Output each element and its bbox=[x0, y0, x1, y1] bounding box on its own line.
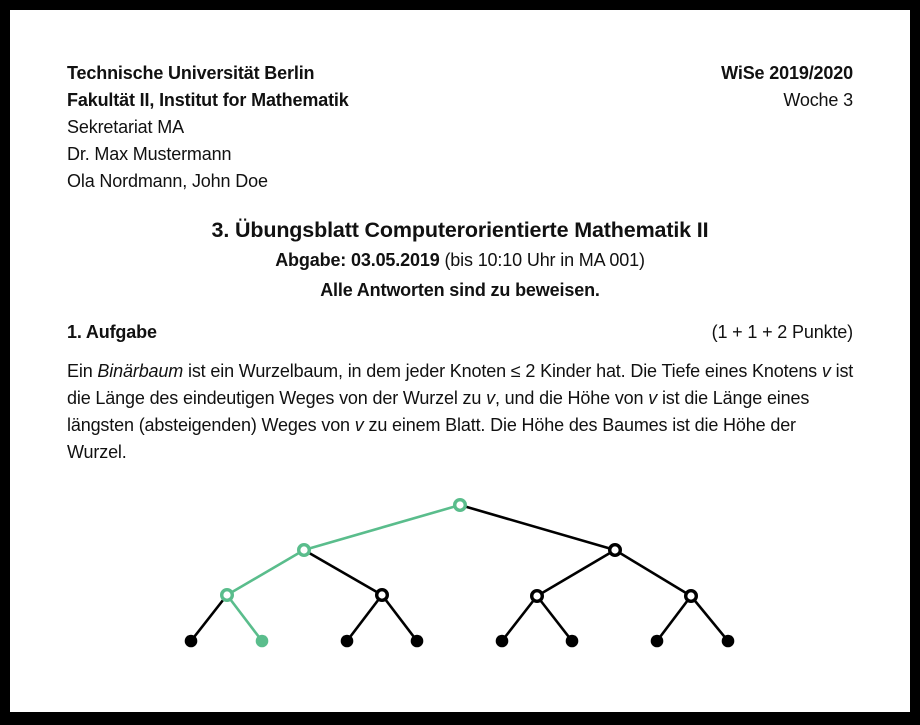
tree-edge-n1-n4 bbox=[304, 550, 382, 595]
tree-edge-n5-l5 bbox=[502, 596, 537, 641]
sheet-title: 3. Übungsblatt Computerorientierte Mathematik II bbox=[211, 218, 709, 242]
tree-edge-n2-n6 bbox=[615, 550, 691, 596]
exercise-points: (1 + 1 + 2 Punkte) bbox=[711, 322, 853, 342]
tree-node-l2 bbox=[256, 635, 269, 648]
page-content bbox=[10, 10, 910, 466]
semester-line: WiSe 2019/2020 bbox=[721, 63, 853, 83]
tree-edge-n5-l6 bbox=[537, 596, 572, 641]
exercise-paragraph bbox=[67, 358, 857, 466]
deadline-line bbox=[67, 245, 853, 275]
title-block bbox=[67, 215, 853, 305]
tree-edge-n6-l7 bbox=[657, 596, 691, 641]
page-header bbox=[67, 60, 853, 195]
tree-edge-n2-n5 bbox=[537, 550, 615, 596]
tree-node-root bbox=[455, 500, 466, 511]
tree-node-n6 bbox=[686, 591, 697, 602]
deadline-date: Abgabe: 03.05.2019 bbox=[275, 250, 440, 270]
header-right-block bbox=[721, 60, 853, 195]
tree-node-l1 bbox=[185, 635, 198, 648]
paragraph-run: Ein bbox=[67, 361, 98, 381]
proof-note: Alle Antworten sind zu beweisen. bbox=[320, 280, 600, 300]
tree-node-n1 bbox=[299, 545, 310, 556]
paragraph-run: zu einem Blatt. Die Höhe des Baumes ist die Höhe der Wurzel. bbox=[67, 415, 796, 462]
paragraph-run: v bbox=[821, 361, 831, 381]
paragraph-run: ist ein Wurzelbaum, in dem jeder Knoten ≤ 2 Kinder hat. Die Tiefe eines Knotens bbox=[183, 361, 822, 381]
week-line: Woche 3 bbox=[783, 90, 853, 110]
exercise-heading-row bbox=[67, 319, 853, 346]
document-page bbox=[10, 10, 910, 712]
paragraph-run: v bbox=[354, 415, 364, 435]
assistants-line: Ola Nordmann, John Doe bbox=[67, 171, 268, 191]
paragraph-run: , und die Höhe von bbox=[494, 388, 649, 408]
binary-tree-figure bbox=[10, 478, 910, 668]
tree-node-n2 bbox=[610, 545, 621, 556]
paragraph-run: v bbox=[486, 388, 495, 408]
tree-node-l3 bbox=[341, 635, 354, 648]
exercise-label: 1. Aufgabe bbox=[67, 322, 157, 342]
paragraph-run: Binärbaum bbox=[97, 361, 184, 381]
tree-edge-n3-l2 bbox=[227, 595, 262, 641]
header-left-block bbox=[67, 60, 349, 195]
tree-node-l8 bbox=[722, 635, 735, 648]
tree-edge-n3-l1 bbox=[191, 595, 227, 641]
faculty-name: Fakultät II, Institut for Mathematik bbox=[67, 90, 349, 110]
tree-edge-root-n2 bbox=[460, 505, 615, 550]
secretariat-line: Sekretariat MA bbox=[67, 117, 184, 137]
tree-node-l5 bbox=[496, 635, 509, 648]
tree-edge-root-n1 bbox=[304, 505, 460, 550]
paragraph-run: ist die Länge des eindeutigen Weges von der Wurzel zu bbox=[67, 361, 854, 408]
tree-edge-n4-l3 bbox=[347, 595, 382, 641]
tree-edge-n6-l8 bbox=[691, 596, 728, 641]
university-name: Technische Universität Berlin bbox=[67, 63, 315, 83]
tree-edge-n4-l4 bbox=[382, 595, 417, 641]
deadline-details: (bis 10:10 Uhr in MA 001) bbox=[439, 250, 645, 270]
tree-node-n3 bbox=[222, 590, 233, 601]
paragraph-run: ist die Länge eines längsten (absteigenden) Weges von bbox=[67, 388, 810, 435]
tree-node-l4 bbox=[411, 635, 424, 648]
tree-node-l6 bbox=[566, 635, 579, 648]
tree-node-n4 bbox=[377, 590, 388, 601]
lecturer-line: Dr. Max Mustermann bbox=[67, 144, 232, 164]
paragraph-run: v bbox=[648, 388, 658, 408]
tree-node-l7 bbox=[651, 635, 664, 648]
tree-edge-n1-n3 bbox=[227, 550, 304, 595]
tree-node-n5 bbox=[532, 591, 543, 602]
